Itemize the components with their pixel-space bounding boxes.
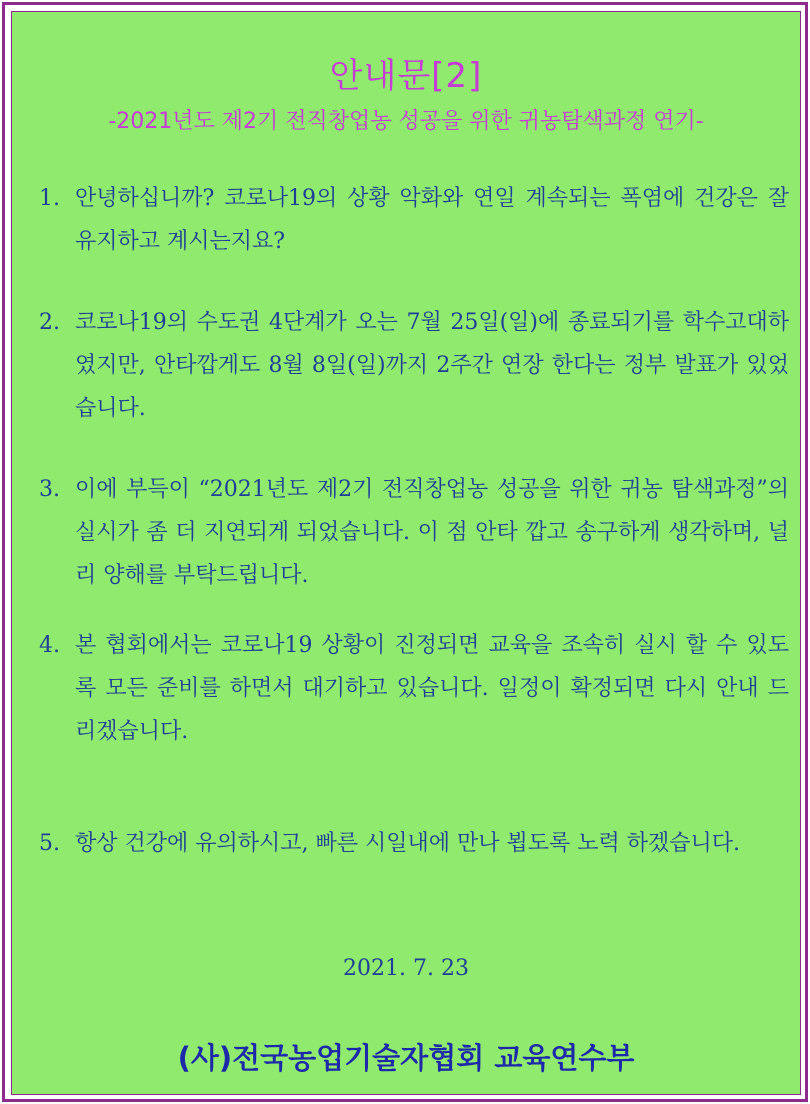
notice-item-2 <box>39 301 789 430</box>
item-text: 항상 건강에 유의하시고, 빠른 시일내에 만나 뵙도록 노력 하겠습니다. <box>75 831 740 856</box>
item-text: 코로나19의 수도권 4단계가 오는 7월 25일(일)에 종료되기를 학수고대하였지만, 안타깝게도 8월 8일(일)까지 2주간 연장 한다는 정부 발표가 있었습니다. <box>75 310 789 421</box>
notice-item-4 <box>39 624 789 753</box>
notice-item-5 <box>39 822 789 865</box>
notice-item-1 <box>39 177 789 263</box>
item-text: 안녕하십니까? 코로나19의 상황 악화와 연일 계속되는 폭염에 건강은 잘 유지하고 계시는지요? <box>75 186 789 254</box>
item-number: 4. <box>39 633 60 658</box>
notice-date: 2021. 7. 23 <box>343 956 469 981</box>
item-text: 본 협회에서는 코로나19 상황이 진정되면 교육을 조속히 실시 할 수 있도록 모든 준비를 하면서 대기하고 있습니다. 일정이 확정되면 다시 안내 드리겠습니다. <box>75 633 789 744</box>
notice-subtitle: -2021년도 제2기 전직창업농 성공을 위한 귀농탐색과정 연기- <box>108 109 704 134</box>
document-panel <box>11 11 801 1095</box>
item-number: 1. <box>39 186 60 211</box>
item-number: 2. <box>39 310 60 335</box>
item-number: 3. <box>39 477 60 502</box>
organization-name: (사)전국농업기술자협회 교육연수부 <box>177 1041 635 1075</box>
item-number: 5. <box>39 831 60 856</box>
notice-item-3 <box>39 468 789 597</box>
document-outer-frame <box>2 2 808 1102</box>
notice-title: 안내문[2] <box>329 56 483 96</box>
item-text: 이에 부득이 “2021년도 제2기 전직창업농 성공을 위한 귀농 탐색과정”의 실시가 좀 더 지연되게 되었습니다. 이 점 안타 깝고 송구하게 생각하며, 널리 양해를 부탁드립니다. <box>75 477 789 588</box>
